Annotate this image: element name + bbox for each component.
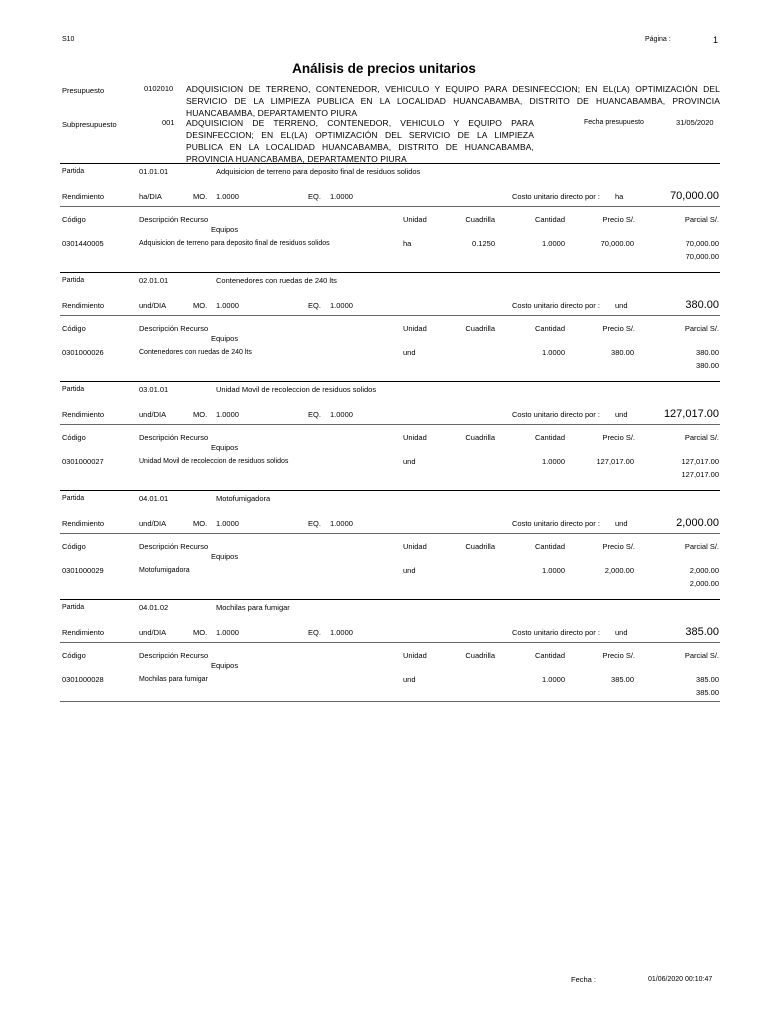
partida-label: Partida [62,604,85,611]
col-parcial: Parcial S/. [684,651,719,660]
eq-value: 1.0000 [330,410,353,419]
partida-separator [60,599,720,600]
item-parcial: 385.00 [696,675,719,684]
col-codigo: Código [62,215,86,224]
group-label: Equipos [211,443,239,452]
item-parcial: 127,017.00 [681,457,719,466]
item-code: 0301000027 [62,457,104,466]
rendimiento-label: Rendimiento [62,301,105,310]
col-codigo: Código [62,324,86,333]
end-separator [60,701,720,702]
item-precio: 380.00 [611,348,634,357]
item-description: Unidad Movil de recoleccion de residuos solidos [139,458,289,465]
rendimiento-label: Rendimiento [62,519,105,528]
header-separator [60,206,720,207]
mo-value: 1.0000 [216,410,239,419]
costo-label: Costo unitario directo por : [512,301,600,310]
partida-subtotal: 70,000.00 [685,252,719,261]
rendimiento-unit: ha/DIA [139,192,162,201]
group-label: Equipos [211,225,239,234]
header-separator [60,533,720,534]
rendimiento-unit: und/DIA [139,628,167,637]
item-precio: 385.00 [611,675,634,684]
col-descripcion: Descripción Recurso [139,324,209,333]
presupuesto-description [186,83,720,119]
page-label: Página : [645,36,671,43]
mo-value: 1.0000 [216,519,239,528]
item-unidad: und [403,348,416,357]
mo-value: 1.0000 [216,628,239,637]
col-unidad: Unidad [403,542,427,551]
col-cantidad: Cantidad [534,651,565,660]
subpresupuesto-label: Subpresupuesto [62,120,117,129]
header-separator [60,642,720,643]
partida-separator [60,272,720,273]
item-cantidad: 1.0000 [542,348,565,357]
subpresupuesto-code: 001 [162,118,175,127]
col-cuadrilla: Cuadrilla [465,542,495,551]
partida-subtotal: 127,017.00 [681,470,719,479]
partida-separator [60,163,720,164]
item-precio: 70,000.00 [600,239,634,248]
eq-value: 1.0000 [330,519,353,528]
eq-value: 1.0000 [330,301,353,310]
eq-label: EQ. [308,519,321,528]
partida-name: Mochilas para fumigar [216,603,290,612]
costo-label: Costo unitario directo por : [512,410,600,419]
partida-code: 01.01.01 [139,167,169,176]
header-separator [60,424,720,425]
partida-code: 02.01.01 [139,276,169,285]
col-cuadrilla: Cuadrilla [465,433,495,442]
item-unidad: und [403,457,416,466]
col-codigo: Código [62,651,86,660]
partida-subtotal: 2,000.00 [689,579,719,588]
item-code: 0301000026 [62,348,104,357]
item-unidad: und [403,675,416,684]
rendimiento-unit: und/DIA [139,410,167,419]
eq-label: EQ. [308,301,321,310]
mo-label: MO. [193,519,208,528]
item-parcial: 380.00 [696,348,719,357]
partida-name: Motofumigadora [216,494,271,503]
col-descripcion: Descripción Recurso [139,542,209,551]
partida-subtotal: 385.00 [696,688,719,697]
item-unidad: ha [403,239,412,248]
col-precio: Precio S/. [602,651,635,660]
partida-code: 04.01.01 [139,494,169,503]
footer-fecha-label: Fecha : [571,975,597,984]
item-cuadrilla: 0.1250 [472,239,495,248]
item-code: 0301440005 [62,239,104,248]
costo-value: 127,017.00 [663,408,719,420]
partida-name: Contenedores con ruedas de 240 lts [216,276,337,285]
presupuesto-line: SERVICIO DE LA LIMPIEZA PUBLICA EN LA LOCALIDAD HUANCABAMBA, DISTRITO DE HUANCABAMBA, PROVINCIA [186,96,720,106]
rendimiento-unit: und/DIA [139,301,167,310]
header-separator [60,315,720,316]
eq-label: EQ. [308,628,321,637]
group-label: Equipos [211,334,239,343]
col-unidad: Unidad [403,324,427,333]
partida-block [0,272,768,380]
footer-timestamp: 01/06/2020 00:10:47 [648,976,713,983]
costo-value: 385.00 [685,626,719,638]
mo-label: MO. [193,192,208,201]
system-label: S10 [62,36,75,43]
col-descripcion: Descripción Recurso [139,215,209,224]
col-parcial: Parcial S/. [684,324,719,333]
costo-unit: und [615,410,628,419]
col-codigo: Código [62,433,86,442]
item-code: 0301000029 [62,566,104,575]
item-precio: 127,017.00 [596,457,634,466]
item-description: Motofumigadora [139,567,190,574]
group-label: Equipos [211,661,239,670]
col-unidad: Unidad [403,215,427,224]
page-title: Análisis de precios unitarios [292,61,476,76]
col-parcial: Parcial S/. [684,215,719,224]
mo-value: 1.0000 [216,192,239,201]
col-descripcion: Descripción Recurso [139,433,209,442]
mo-value: 1.0000 [216,301,239,310]
col-cantidad: Cantidad [534,433,565,442]
partida-code: 03.01.01 [139,385,169,394]
partida-label: Partida [62,495,85,502]
mo-label: MO. [193,628,208,637]
eq-label: EQ. [308,192,321,201]
item-description: Adquisicion de terreno para deposito final de residuos solidos [139,240,330,247]
col-unidad: Unidad [403,433,427,442]
item-unidad: und [403,566,416,575]
presupuesto-line: HUANCABAMBA, DEPARTAMENTO PIURA [186,108,358,118]
col-cuadrilla: Cuadrilla [465,651,495,660]
costo-unit: und [615,628,628,637]
rendimiento-label: Rendimiento [62,410,105,419]
mo-label: MO. [193,410,208,419]
partida-block [0,381,768,489]
eq-value: 1.0000 [330,192,353,201]
costo-unit: und [615,519,628,528]
eq-value: 1.0000 [330,628,353,637]
col-parcial: Parcial S/. [684,542,719,551]
partida-block [0,599,768,707]
item-description: Contenedores con ruedas de 240 lts [139,349,252,356]
col-precio: Precio S/. [602,215,635,224]
subpresupuesto-line: DESINFECCION; EN EL(LA) OPTIMIZACIÓN DEL SERVICIO DE LA LIMPIEZA [186,130,534,140]
col-codigo: Código [62,542,86,551]
rendimiento-unit: und/DIA [139,519,167,528]
col-cantidad: Cantidad [534,324,565,333]
costo-value: 380.00 [685,299,719,311]
subpresupuesto-line: PUBLICA EN LA LOCALIDAD HUANCABAMBA, DISTRITO DE HUANCABAMBA, [186,142,534,152]
mo-label: MO. [193,301,208,310]
subpresupuesto-description [186,117,534,165]
col-descripcion: Descripción Recurso [139,651,209,660]
presupuesto-line: ADQUISICION DE TERRENO, CONTENEDOR, VEHICULO Y EQUIPO PARA DESINFECCION; EN EL(LA) OPTIMIZACIÓN DEL [186,84,720,94]
item-description: Mochilas para fumigar [139,676,208,683]
costo-unit: ha [615,192,624,201]
col-unidad: Unidad [403,651,427,660]
partida-subtotal: 380.00 [696,361,719,370]
partida-block [0,163,768,271]
costo-value: 70,000.00 [670,190,719,202]
partida-separator [60,381,720,382]
partida-code: 04.01.02 [139,603,169,612]
rendimiento-label: Rendimiento [62,628,105,637]
subpresupuesto-line: PROVINCIA HUANCABAMBA, DEPARTAMENTO PIURA [186,154,407,164]
col-precio: Precio S/. [602,433,635,442]
partida-name: Unidad Movil de recoleccion de residuos solidos [216,385,377,394]
item-cantidad: 1.0000 [542,239,565,248]
costo-unit: und [615,301,628,310]
item-parcial: 2,000.00 [689,566,719,575]
col-cantidad: Cantidad [534,215,565,224]
item-code: 0301000028 [62,675,104,684]
costo-value: 2,000.00 [676,517,719,529]
partida-name: Adquisicion de terreno para deposito final de residuos solidos [216,167,421,176]
page-number: 1 [713,35,719,45]
fecha-presupuesto-value: 31/05/2020 [676,118,714,127]
col-parcial: Parcial S/. [684,433,719,442]
item-cantidad: 1.0000 [542,457,565,466]
fecha-presupuesto-label: Fecha presupuesto [584,119,644,126]
presupuesto-label: Presupuesto [62,86,105,95]
costo-label: Costo unitario directo por : [512,519,600,528]
rendimiento-label: Rendimiento [62,192,105,201]
col-cuadrilla: Cuadrilla [465,324,495,333]
partida-separator [60,490,720,491]
item-precio: 2,000.00 [604,566,634,575]
partida-block [0,490,768,598]
group-label: Equipos [211,552,239,561]
col-precio: Precio S/. [602,324,635,333]
costo-label: Costo unitario directo por : [512,192,600,201]
presupuesto-code: 0102010 [144,84,174,93]
item-cantidad: 1.0000 [542,675,565,684]
partida-label: Partida [62,168,85,175]
col-cantidad: Cantidad [534,542,565,551]
costo-label: Costo unitario directo por : [512,628,600,637]
partida-label: Partida [62,386,85,393]
col-precio: Precio S/. [602,542,635,551]
col-cuadrilla: Cuadrilla [465,215,495,224]
item-parcial: 70,000.00 [685,239,719,248]
partida-label: Partida [62,277,85,284]
subpresupuesto-line: ADQUISICION DE TERRENO, CONTENEDOR, VEHICULO Y EQUIPO PARA [186,118,534,128]
item-cantidad: 1.0000 [542,566,565,575]
eq-label: EQ. [308,410,321,419]
